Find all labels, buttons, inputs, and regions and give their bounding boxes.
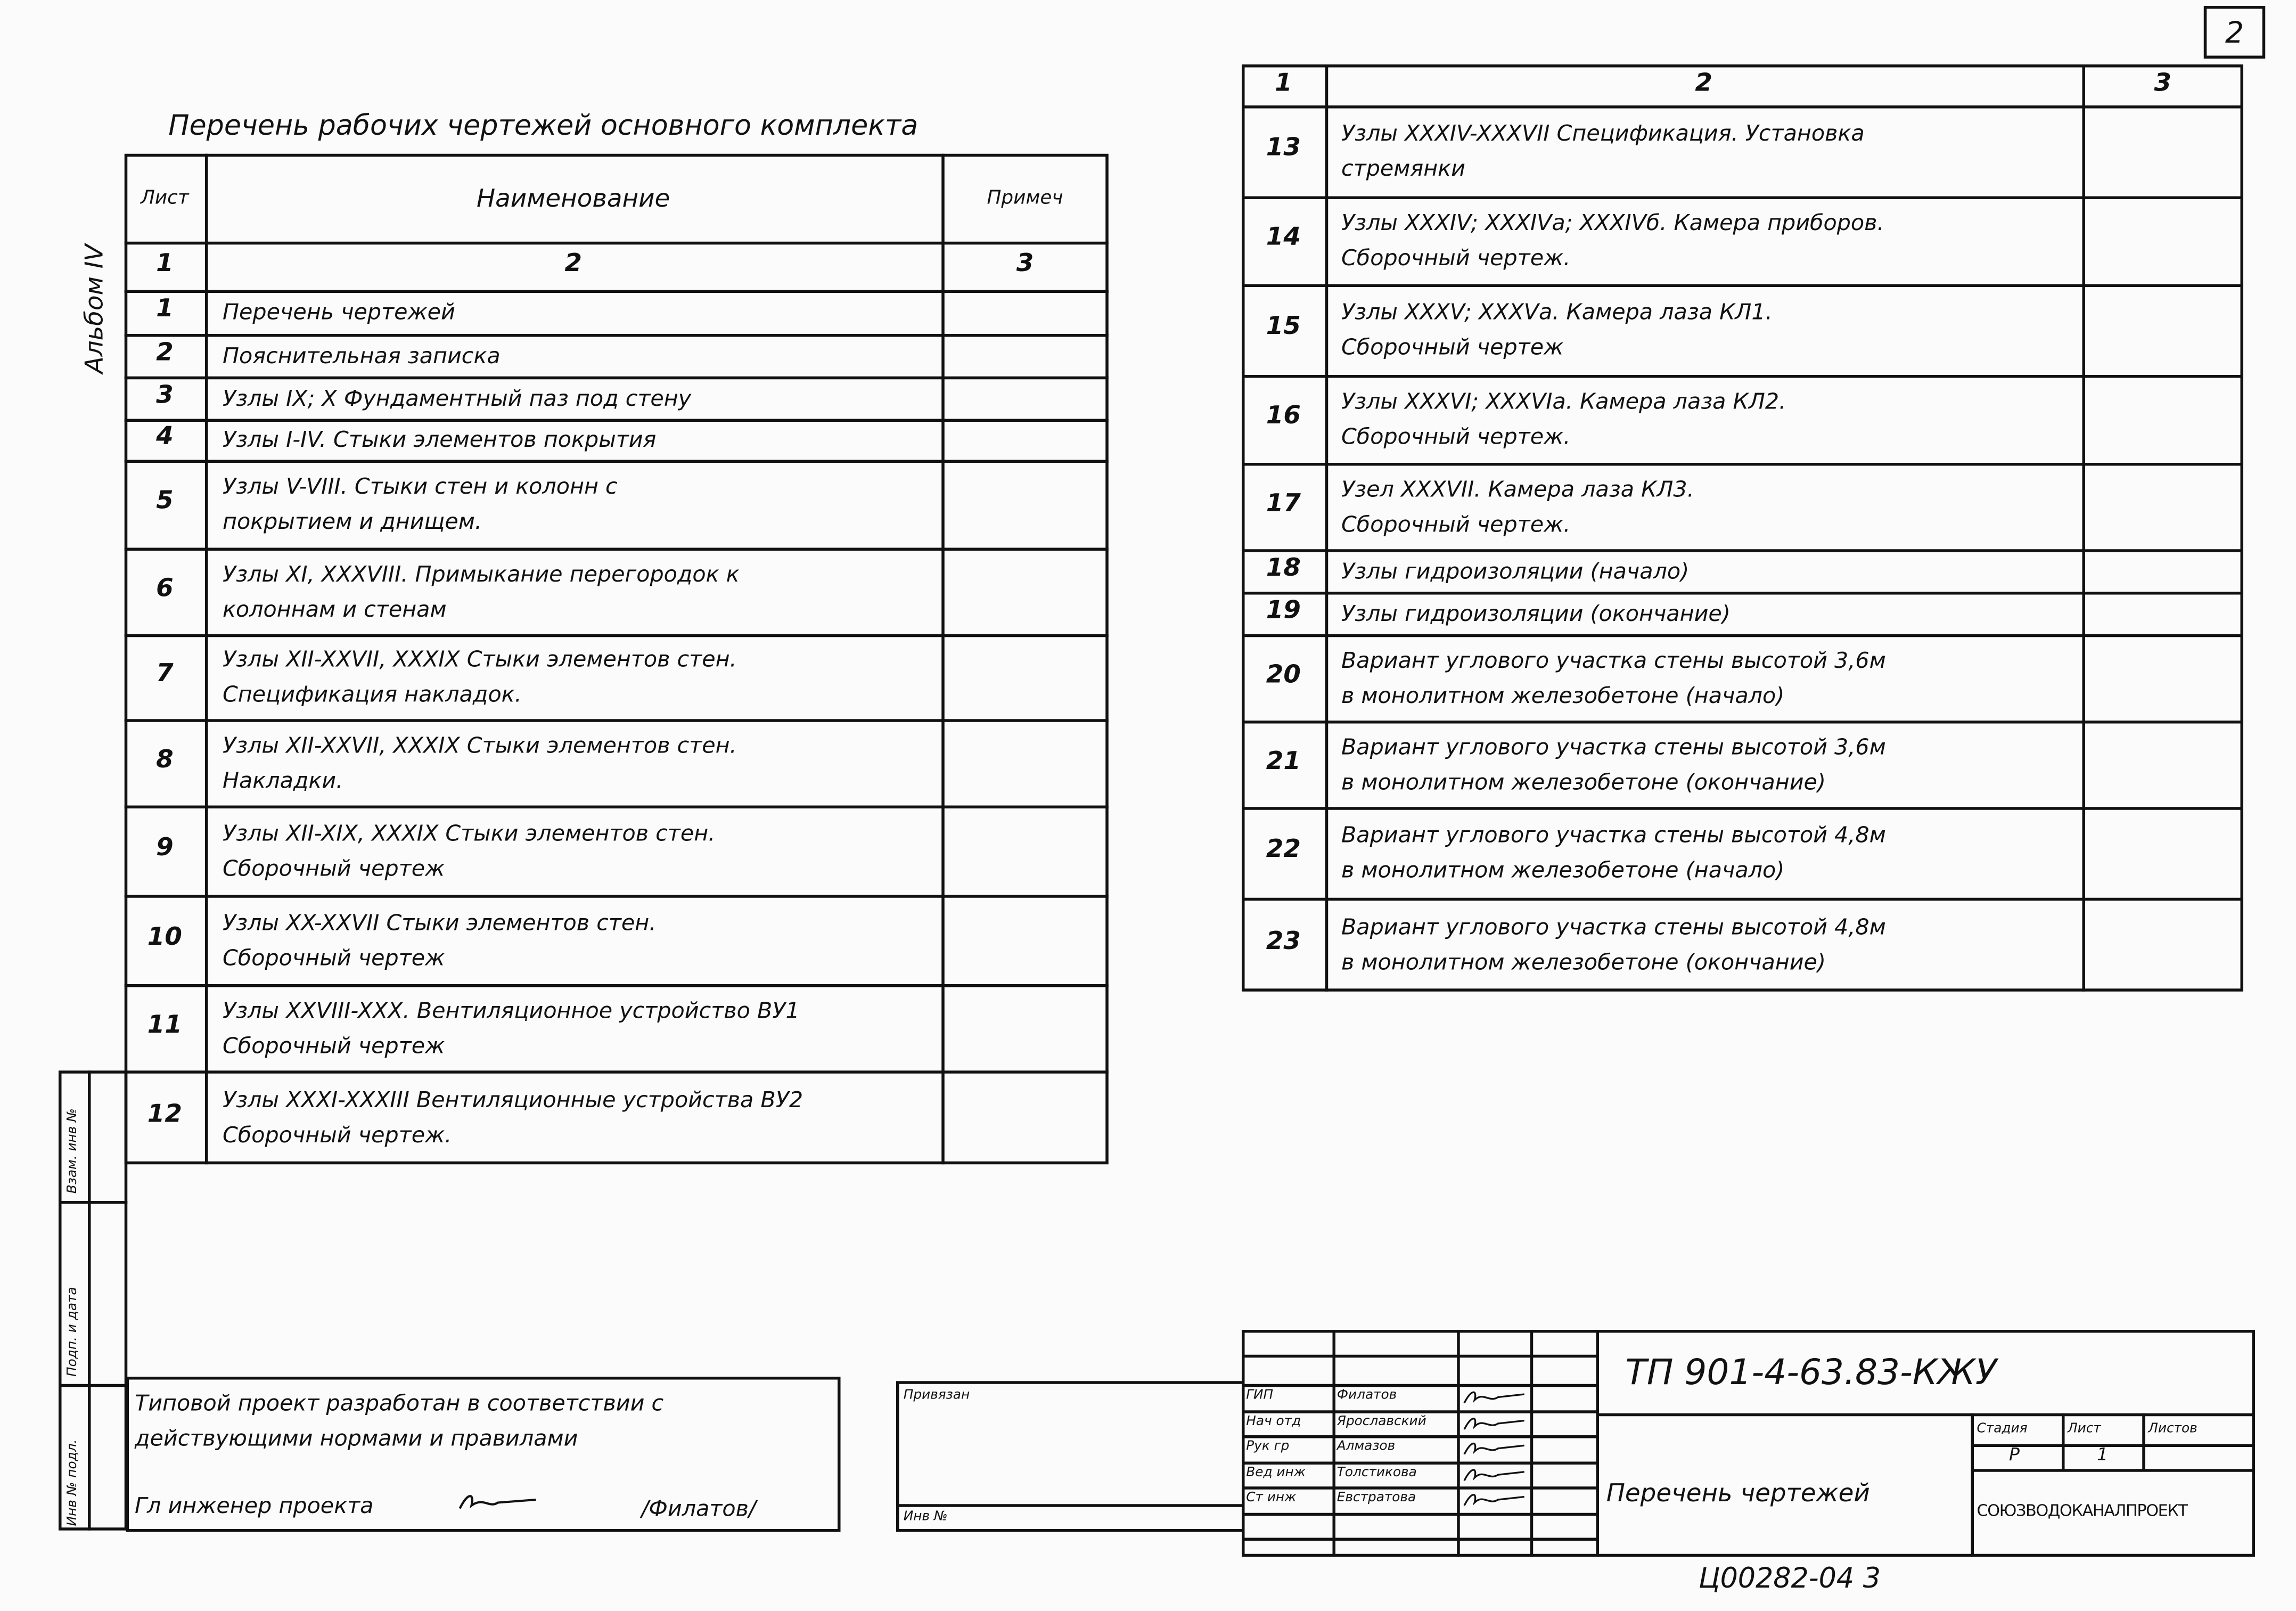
divider: [205, 154, 208, 1165]
sheet-name: Узлы XI, XXXVIII. Примыкание перегородок к колоннам и стенам: [223, 560, 740, 622]
sheet-number: 16: [1266, 401, 1301, 431]
sheet-number: 8: [156, 745, 174, 774]
sheet-name: Узлы V-VIII. Стыки стен и колонн с покрытием и днищем.: [223, 473, 618, 535]
sheet-number: 9: [156, 832, 174, 862]
role-label: ГИП: [1246, 1388, 1274, 1403]
page-number: 2: [2225, 14, 2244, 50]
column-number: 2: [564, 249, 582, 279]
signature-icon: [454, 1488, 542, 1517]
sheet-name: Вариант углового участка стены высотой 3,6м в монолитном железобетоне (начало): [1341, 647, 1886, 708]
divider: [59, 1201, 127, 1204]
sheet-name: Узлы XXXI-XXXIII Вентиляционные устройства ВУ2 Сборочный чертеж.: [223, 1086, 803, 1148]
sheet-name: Узлы XXXIV-XXXVII Спецификация. Установка стремянки: [1341, 120, 1865, 182]
sheet-number: 15: [1266, 312, 1301, 341]
column-header: Примеч: [987, 187, 1063, 210]
divider: [1242, 634, 2243, 637]
page-number-box: [2204, 6, 2266, 59]
sheet-number: 7: [156, 659, 174, 689]
role-label: Нач отд: [1246, 1414, 1301, 1429]
note-box: [126, 1377, 841, 1532]
sheet-number: 10: [147, 922, 182, 952]
divider: [1333, 1330, 1336, 1557]
divider: [1242, 375, 2243, 378]
sheet-number: 5: [156, 486, 174, 516]
sheet-name: Узлы XXVIII-XXX. Вентиляционное устройство ВУ1 Сборочный чертеж: [223, 996, 800, 1058]
divider: [1971, 1469, 2256, 1472]
divider: [1242, 284, 2243, 288]
sheet-number: 18: [1266, 553, 1301, 583]
divider: [125, 1070, 1109, 1074]
side-stamp-inv: Инв № подл.: [65, 1439, 81, 1526]
divider: [899, 1504, 1242, 1507]
divider: [1242, 1355, 1596, 1358]
divider: [125, 719, 1109, 722]
role-name: Евстратова: [1336, 1491, 1416, 1506]
sheet-name: Узлы XII-XXVII, XXXIX Стыки элементов стен. Накладки.: [223, 731, 737, 794]
sheet-name: Перечень чертежей: [223, 299, 455, 325]
sheet-name: Узлы гидроизоляции (начало): [1341, 557, 1690, 584]
sheet-number: 1: [156, 294, 174, 324]
divider: [125, 634, 1109, 637]
sheet-name: Узлы гидроизоляции (окончание): [1341, 600, 1731, 626]
organization: СОЮЗВОДОКАНАЛПРОЕКТ: [1977, 1501, 2187, 1520]
sheet-number: 3: [156, 380, 174, 410]
divider: [1596, 1330, 1600, 1557]
divider: [125, 242, 1109, 245]
role-name: Ярославский: [1336, 1414, 1426, 1429]
sheet-name: Узлы XX-XXVII Стыки элементов стен. Сборочный чертеж: [223, 909, 657, 970]
divider: [941, 154, 945, 1165]
divider: [125, 984, 1109, 987]
column-header: Наименование: [476, 184, 670, 214]
column-number: 1: [156, 249, 174, 279]
role-name: Толстикова: [1336, 1466, 1417, 1481]
sheet-value: 1: [2097, 1444, 2109, 1465]
sheet-number: 17: [1266, 488, 1301, 518]
signature-icon: [1460, 1463, 1530, 1486]
binding-box: [896, 1381, 1245, 1532]
sheet-name: Пояснительная записка: [223, 342, 501, 369]
signature-icon: [1460, 1386, 1530, 1409]
sheet-name: Узлы XII-XXVII, XXXIX Стыки элементов стен. Спецификация накладок.: [223, 645, 737, 708]
divider: [125, 334, 1109, 337]
sheet-name: Узел XXXVII. Камера лаза КЛ3. Сборочный чертеж.: [1341, 475, 1694, 537]
sheet-number: 14: [1266, 223, 1301, 252]
column-header: Лист: [141, 187, 189, 210]
sheet-name: Узлы IX; X Фундаментный паз под стену: [223, 384, 692, 411]
note-text: Типовой проект разработан в соответствии с действующими нормами и правилами: [135, 1389, 664, 1452]
divider: [1242, 721, 2243, 724]
column-number: 3: [2154, 69, 2172, 99]
sheet-name: Вариант углового участка стены высотой 4,8м в монолитном железобетоне (окончание): [1341, 914, 1886, 976]
sheet-name: Вариант углового участка стены высотой 3,6м в монолитном железобетоне (окончание): [1341, 733, 1886, 795]
role-label: Вед инж: [1246, 1466, 1306, 1481]
divider: [125, 290, 1109, 293]
side-stamp-sign: Подп. и дата: [65, 1287, 81, 1377]
column-number: 2: [1695, 69, 1712, 99]
divider: [1242, 463, 2243, 466]
sheet-number: 6: [156, 573, 174, 603]
sheet-label: Лист: [2068, 1422, 2101, 1437]
divider: [1242, 1513, 1596, 1516]
divider: [1242, 197, 2243, 200]
divider: [2142, 1413, 2145, 1469]
stage-value: Р: [2009, 1444, 2020, 1465]
sheet-number: 11: [147, 1010, 182, 1040]
footer-code: Ц00282-04 3: [1699, 1563, 1881, 1595]
sheet-title: Перечень чертежей: [1606, 1479, 1870, 1509]
sheet-number: 12: [147, 1100, 182, 1130]
chief-label: Гл инженер проекта: [135, 1492, 374, 1519]
column-number: 1: [1275, 69, 1292, 99]
divider: [1242, 898, 2243, 901]
divider: [1971, 1413, 1974, 1557]
sheet-name: Узлы XII-XIX, XXXIX Стыки элементов стен. Сборочный чертеж: [223, 819, 716, 881]
binding-label: Привязан: [903, 1388, 970, 1403]
divider: [125, 806, 1109, 809]
divider: [2062, 1413, 2065, 1469]
divider: [1530, 1330, 1534, 1557]
sheet-number: 2: [156, 337, 174, 367]
divider: [1242, 1384, 1596, 1387]
divider: [2082, 64, 2086, 992]
chief-name: /Филатов/: [641, 1495, 756, 1522]
sheet-name: Вариант углового участка стены высотой 4,8м в монолитном железобетоне (начало): [1341, 821, 1886, 884]
sheet-number: 20: [1266, 659, 1301, 689]
role-name: Алмазов: [1336, 1440, 1396, 1454]
divider: [125, 377, 1109, 380]
column-number: 3: [1016, 249, 1034, 279]
divider: [88, 1070, 91, 1531]
divider: [1242, 105, 2243, 109]
role-label: Рук гр: [1246, 1440, 1290, 1454]
divider: [125, 548, 1109, 551]
album-label: Альбом IV: [80, 244, 110, 374]
binding-inv-label: Инв №: [903, 1510, 948, 1525]
divider: [1596, 1413, 2256, 1417]
divider: [1242, 549, 2243, 552]
divider: [1242, 807, 2243, 810]
stage-label: Стадия: [1977, 1422, 2028, 1437]
divider: [1242, 592, 2243, 595]
sheet-name: Узлы I-IV. Стыки элементов покрытия: [223, 426, 657, 453]
sheet-number: 22: [1266, 835, 1301, 864]
divider: [125, 460, 1109, 463]
divider: [1242, 1538, 1596, 1541]
side-stamp-replace: Взам. инв №: [65, 1108, 81, 1194]
sheet-number: 21: [1266, 746, 1301, 776]
divider: [125, 895, 1109, 898]
sheet-number: 13: [1266, 133, 1301, 163]
divider: [1325, 64, 1329, 992]
left-table-title: Перечень рабочих чертежей основного комплекта: [168, 110, 919, 142]
drawing-code: ТП 901-4-63.83-КЖУ: [1625, 1352, 1997, 1393]
sheet-name: Узлы XXXV; XXXVа. Камера лаза КЛ1. Сборочный чертеж: [1341, 299, 1773, 361]
sheet-number: 23: [1266, 927, 1301, 956]
signature-icon: [1460, 1437, 1530, 1460]
sheets-label: Листов: [2148, 1422, 2197, 1437]
divider: [59, 1384, 127, 1387]
sheet-number: 4: [156, 422, 174, 451]
signature-icon: [1460, 1412, 1530, 1435]
sheet-name: Узлы XXXVI; XXXVIа. Камера лаза КЛ2. Сборочный чертеж.: [1341, 388, 1786, 450]
signature-icon: [1460, 1488, 1530, 1511]
sheet-name: Узлы XXXIV; XXXIVа; XXXIVб. Камера приборов. Сборочный чертеж.: [1341, 209, 1884, 271]
role-name: Филатов: [1336, 1388, 1397, 1403]
divider: [1242, 1435, 1596, 1438]
role-label: Ст инж: [1246, 1491, 1297, 1506]
sheet-number: 19: [1266, 595, 1301, 625]
